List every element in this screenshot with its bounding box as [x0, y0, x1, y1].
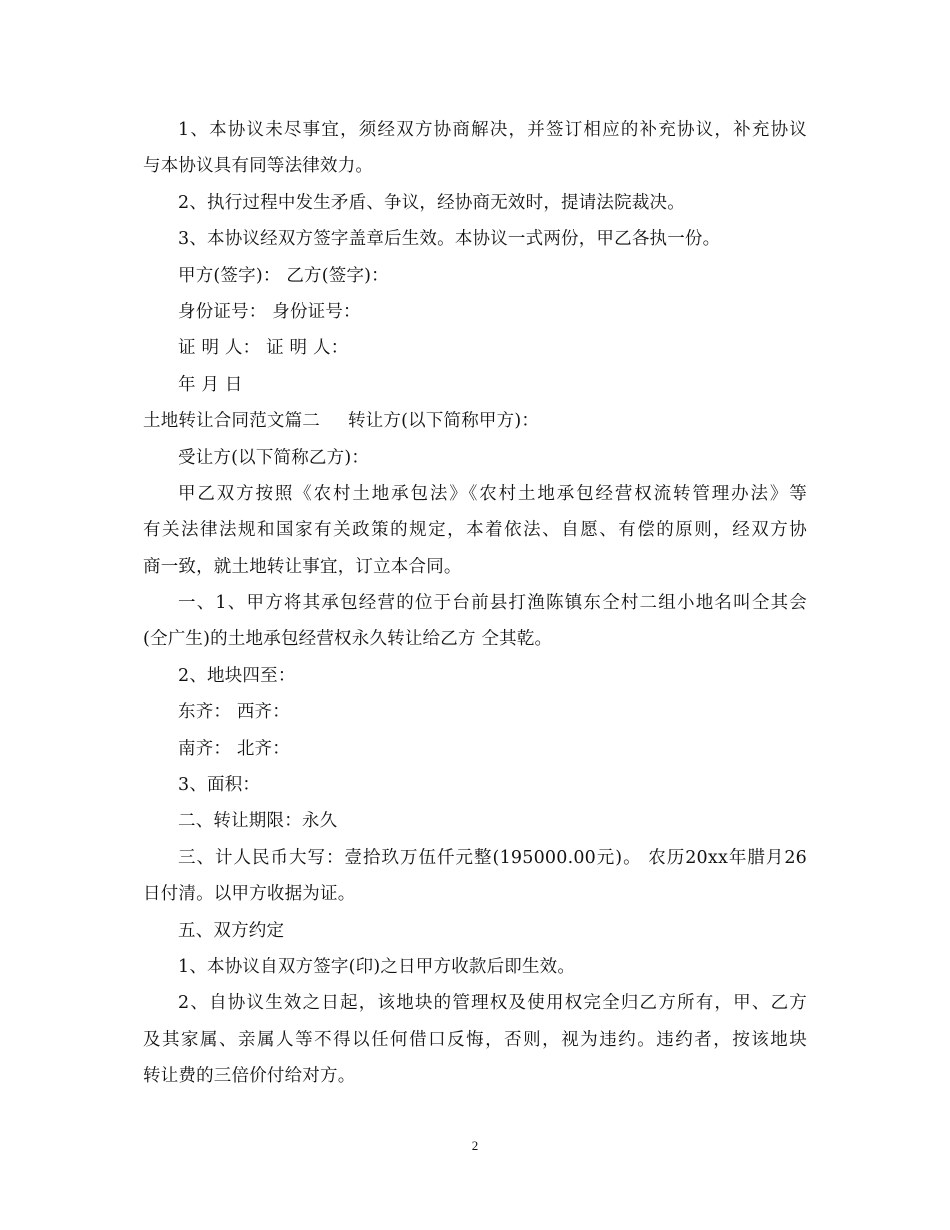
transferor-label: 转让方(以下简称甲方)： [348, 411, 540, 432]
clause-1-line-1: 1、本协议未尽事宜，须经双方协商解决，并签订相应的补充协议，补充协议 [178, 120, 807, 140]
preamble-line-3: 商一致，就土地转让事宜，订立本合同。 [143, 556, 462, 577]
transferee-label: 受让方(以下简称乙方)： [178, 447, 370, 468]
boundaries-heading: 2、地块四至： [178, 665, 296, 686]
date-line: 年 月 日 [178, 374, 243, 395]
agreement-heading: 五、双方约定 [178, 920, 285, 941]
clause-2: 2、执行过程中发生矛盾、争议，经协商无效时，提请法院裁决。 [178, 192, 685, 213]
preamble-line-2: 有关法律法规和国家有关政策的规定，本着依法、自愿、有偿的原则，经双方协 [143, 520, 807, 541]
witness-line: 证 明 人： 证 明 人： [178, 338, 349, 359]
price-line-1: 三、计人民币大写：壹拾玖万伍仟元整(195000.00元)。 农历20xx年腊月26 [178, 847, 807, 868]
page-number: 2 [471, 1138, 479, 1153]
article-1-line-2: (仝广生)的土地承包经营权永久转让给乙方 仝其乾。 [143, 629, 553, 650]
agreement-clause-2-line-2: 及其家属、亲属人等不得以任何借口反悔，否则，视为违约。违约者，按该地块 [143, 1029, 807, 1050]
id-number-line: 身份证号： 身份证号： [178, 301, 361, 322]
transfer-term-line: 二、转让期限：永久 [178, 811, 338, 832]
clause-3: 3、本协议经双方签字盖章后生效。本协议一式两份，甲乙各执一份。 [178, 229, 721, 250]
south-north-boundary: 南齐： 北齐： [178, 738, 290, 759]
agreement-clause-2-line-1: 2、自协议生效之日起，该地块的管理权及使用权完全归乙方所有，甲、乙方 [178, 993, 807, 1014]
price-line-2: 日付清。以甲方收据为证。 [143, 884, 356, 905]
section-title: 土地转让合同范文篇二 [143, 411, 320, 432]
second-contract-heading-line [143, 403, 807, 439]
preamble-line-1: 甲乙双方按照《农村土地承包法》《农村土地承包经营权流转管理办法》等 [178, 483, 807, 504]
east-west-boundary: 东齐： 西齐： [178, 702, 290, 723]
signature-line: 甲方(签字)： 乙方(签字)： [178, 265, 389, 286]
agreement-clause-2-line-3: 转让费的三倍价付给对方。 [143, 1066, 356, 1087]
area-line: 3、面积： [178, 775, 261, 796]
agreement-clause-1: 1、本协议自双方签字(印)之日甲方收款后即生效。 [178, 956, 576, 977]
clause-1-line-2: 与本协议具有同等法律效力。 [143, 156, 374, 177]
article-1-line-1: 一、1、甲方将其承包经营的位于台前县打渔陈镇东仝村二组小地名叫仝其会 [178, 593, 807, 614]
document-body [143, 112, 807, 1095]
